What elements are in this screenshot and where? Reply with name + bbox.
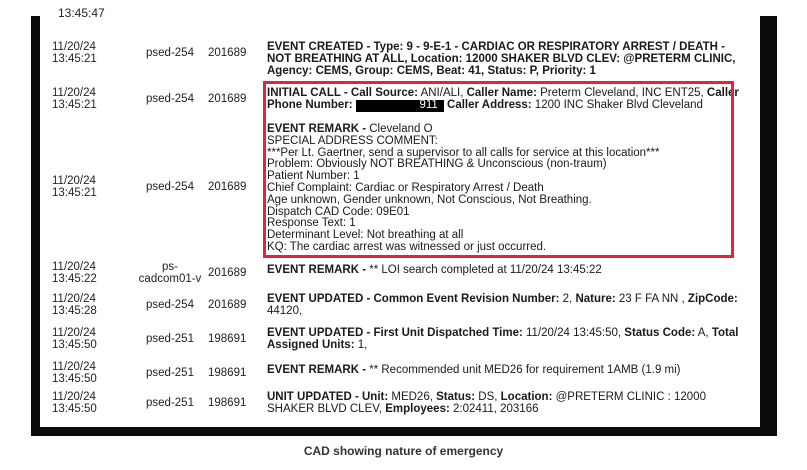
row-event-id: 201689	[208, 93, 247, 105]
cad-log-sheet	[40, 6, 760, 427]
row-timestamp: 11/20/24 13:45:50	[52, 361, 97, 385]
row-description: UNIT UPDATED - Unit: MED26, Status: DS, Location: @PRETERM CLINIC : 12000 SHAKER BLVD CLEV, Employees: 2:02411, 203166	[267, 391, 706, 415]
row-description: EVENT CREATED - Type: 9 - 9-E-1 - CARDIAC OR RESPIRATORY ARREST / DEATH - NOT BREATHING AT ALL, Location: 12000 SHAKER BLVD CLEV: @PRETERM CLINIC, Agency: CEMS, Group: CEMS, Beat: 41, Status: P, Priority: 1	[267, 41, 736, 77]
row-timestamp: 11/20/24 13:45:21	[52, 175, 97, 199]
row-description: EVENT UPDATED - Common Event Revision Number: 2, Nature: 23 F FA NN , ZipCode: 44120,	[267, 293, 738, 317]
cutoff-timestamp: 13:45:47	[58, 6, 105, 20]
row-timestamp: 11/20/24 13:45:50	[52, 391, 97, 415]
row-event-id: 198691	[208, 397, 247, 409]
row-description: EVENT REMARK - Cleveland O SPECIAL ADDRESS COMMENT: ***Per Lt. Gaertner, send a supervisor to all calls for service at this location*** Problem: Obviously NOT BREATHING & Unconscious (non-traum) Patient Number: 1 Chief Complaint: Cardiac or Respiratory Arrest / Death Age unknown, Gender unknown, Not Conscious, Not Breathing. Dispatch CAD Code: 09E01 Response Text: 1 Determinant Level: Not breathing at all KQ: The cardiac arrest was witnessed or just occurred.	[267, 123, 660, 253]
image-caption: CAD showing nature of emergency	[303, 444, 504, 458]
row-event-id: 201689	[208, 47, 247, 59]
row-description: EVENT UPDATED - First Unit Dispatched Time: 11/20/24 13:45:50, Status Code: A, Total Assigned Units: 1,	[267, 327, 739, 351]
redacted-phone: 911	[356, 100, 444, 112]
row-operator: psed-254	[146, 299, 194, 311]
row-timestamp: 11/20/24 13:45:22	[52, 261, 97, 285]
row-description: EVENT REMARK - ** Recommended unit MED26 for requirement 1AMB (1.9 mi)	[267, 364, 681, 376]
row-timestamp: 11/20/24 13:45:21	[52, 87, 97, 111]
row-operator: psed-251	[146, 397, 194, 409]
row-operator: ps- cadcom01-v	[138, 261, 202, 285]
row-event-id: 201689	[208, 267, 247, 279]
row-event-id: 198691	[208, 333, 247, 345]
row-operator: psed-254	[146, 93, 194, 105]
row-event-id: 201689	[208, 299, 247, 311]
row-event-id: 198691	[208, 367, 247, 379]
row-timestamp: 11/20/24 13:45:21	[52, 41, 97, 65]
row-operator: psed-251	[146, 367, 194, 379]
row-operator: psed-254	[146, 181, 194, 193]
screenshot-frame	[31, 6, 777, 436]
highlight-box	[263, 81, 734, 258]
row-description: INITIAL CALL - Call Source: ANI/ALI, Caller Name: Preterm Cleveland, INC ENT25, Caller Phone Number: 911 Caller Address: 1200 INC Shaker Blvd Cleveland	[267, 87, 739, 111]
row-operator: psed-254	[146, 47, 194, 59]
row-operator: psed-251	[146, 333, 194, 345]
row-timestamp: 11/20/24 13:45:50	[52, 327, 97, 351]
row-event-id: 201689	[208, 181, 247, 193]
row-description: EVENT REMARK - ** LOI search completed at 11/20/24 13:45:22	[267, 264, 602, 276]
row-timestamp: 11/20/24 13:45:28	[52, 293, 97, 317]
